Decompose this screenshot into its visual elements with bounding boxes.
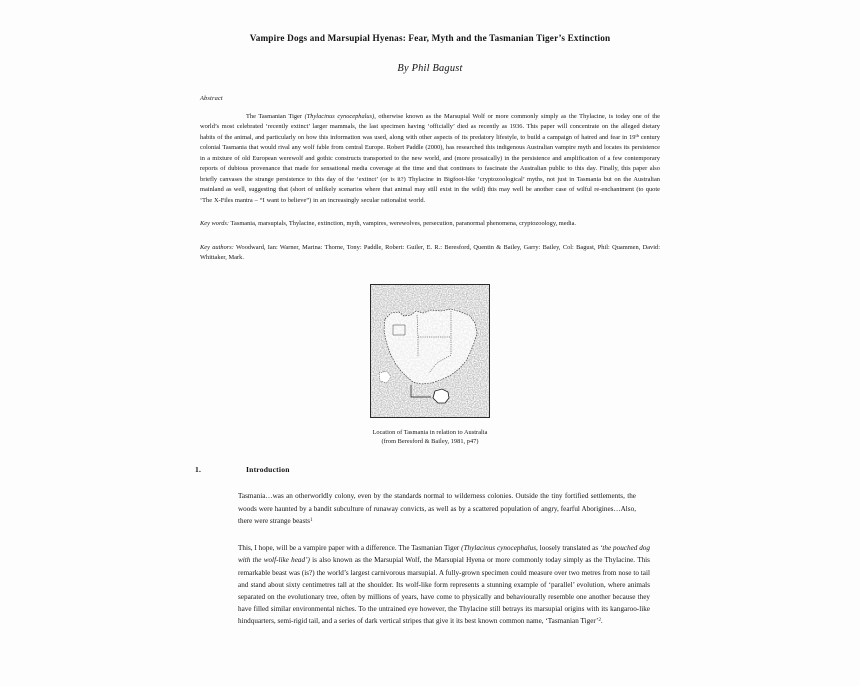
abstract-text [200,102,660,206]
footnote-marker-2: 2 [598,618,601,624]
figure-caption-line-2: (from Beresford & Bailey, 1981, p47) [381,438,479,446]
footnote-marker-1: 1 [310,517,313,523]
map-figure [370,284,490,418]
keywords-value: Tasmania, marsupials, Thylacine, extinction, myth, vampires, werewolves, persecution, paranormal phenomena, cryptozoology, media. [229,220,577,228]
body-part-3: is also known as the Marsupial Wolf, the Marsupial Hyena or more commonly today simply as the Thylacine. This remarkable beast was (is?) the world’s largest carnivorous marsupial. A fully-grown specimen could measure over two metres from nose to tail and stand about sixty centimetres tall at the shoulder. Its wolf-like form represents a stunning example of ‘parallel’ evolution, where animals separated on the evolutionary tree, often by millions of years, have come to physically and behaviourally resemble one another because they have filled similar environmental niches. To the untrained eye however, the Thylacine still betrays its marsupial origins with its kangaroo-like hindquarters, semi-rigid tail, and a series of dark vertical stripes that give it its best known common name, ‘Tasmanian Tiger’ [238,556,650,626]
key-authors-line [200,230,660,264]
abstract-label: Abstract [200,95,223,103]
species-translation: ‘the pouched dog with the wolf-like head’) [238,544,650,565]
author-byline: By Phil Bagust [397,63,463,75]
block-quote [238,474,636,527]
abstract-part-3: century colonial Tasmania that would rival any wolf fable from central Europe. Robert Paddle (2000), has researched this indigenous Australian vampire myth and locates its persistence in a mixture of old European werewolf and gothic constructs transported to the new world, and (more prosaically) in the persistence and amplification of a few contemporary reports of dubious provenance that made for sensational media coverage at the time and that continues to fascinate the Australian public to this day. Finally, this paper also briefly canvases the strange persistence to this day of the ‘extinct’ (or is it?) Thylacine in Bigfoot-like ‘cryptozoological’ myths, not just in Tasmania but on the Australian mainland as well, suggesting that (short of unlikely scenarios where that animal may still exist in the wild) this may well be another case of wilful re-enchantment (to quote ‘The X-Files mantra – “I want to believe”) in an increasingly secular rationalist world. [200,133,660,204]
section-heading-introduction [195,446,660,475]
key-authors-label: Key authors: [200,243,234,251]
body-part-2: loosely translated as [537,544,600,553]
abstract-part-2: , otherwise known as the Marsupial Wolf or more commonly simply as the Thylacine, is today one of the world’s most celebrated ‘recently extinct’ larger mammals, the last specimen having ‘officially’ died as recently as 1936. This paper will concentrate on the alleged dietary habits of the animal, and particularly on how this information was used, along with other aspects of its predatory lifestyle, to build a campaign of hatred and fear in 19 [200,113,661,141]
page-title: Vampire Dogs and Marsupial Hyenas: Fear, Myth and the Tasmanian Tiger’s Extinction [249,33,611,43]
section-number: 1. [195,465,202,475]
page-content [195,0,661,627]
body-part-1: This, I hope, will be a vampire paper with a difference. The Tasmanian Tiger [238,544,462,553]
key-authors-value: Woodward, Ian: Warner, Marina: Thorne, Tony: Paddle, Robert: Guiler, E. R.: Beresford, Quentin & Bailey, Garry: Bailey, Col: Bagust, Phil: Quammen, David: Whittaker, Mark. [200,243,660,262]
figure-caption [200,423,660,446]
block-quote-text: Tasmania…was an otherworldly colony, even by the standards normal to wilderness colonies. Outside the tiny fortified settlements, the woods were haunted by a bandit subculture of runaway convicts, as well as by a scattered population of angry, fearful Aborigines…Also, there were strange beasts [238,492,636,525]
keywords-line [200,206,660,230]
figure-block [200,264,660,446]
map-of-tasmania-and-australia-icon [371,285,489,417]
species-name-latin-body: (Thylacinus cynocephalus, [461,544,538,553]
keywords-label: Key words: [200,220,230,228]
section-title: Introduction [246,465,290,475]
abstract-part-1: The Tasmanian Tiger [246,113,305,121]
figure-caption-line-1: Location of Tasmania in relation to Australia [372,429,488,437]
body-part-4: . [600,617,603,626]
ordinal-suffix: th [635,133,639,139]
body-paragraph [238,527,650,627]
species-name-latin: (Thylacinus cynocephalus) [304,113,375,121]
